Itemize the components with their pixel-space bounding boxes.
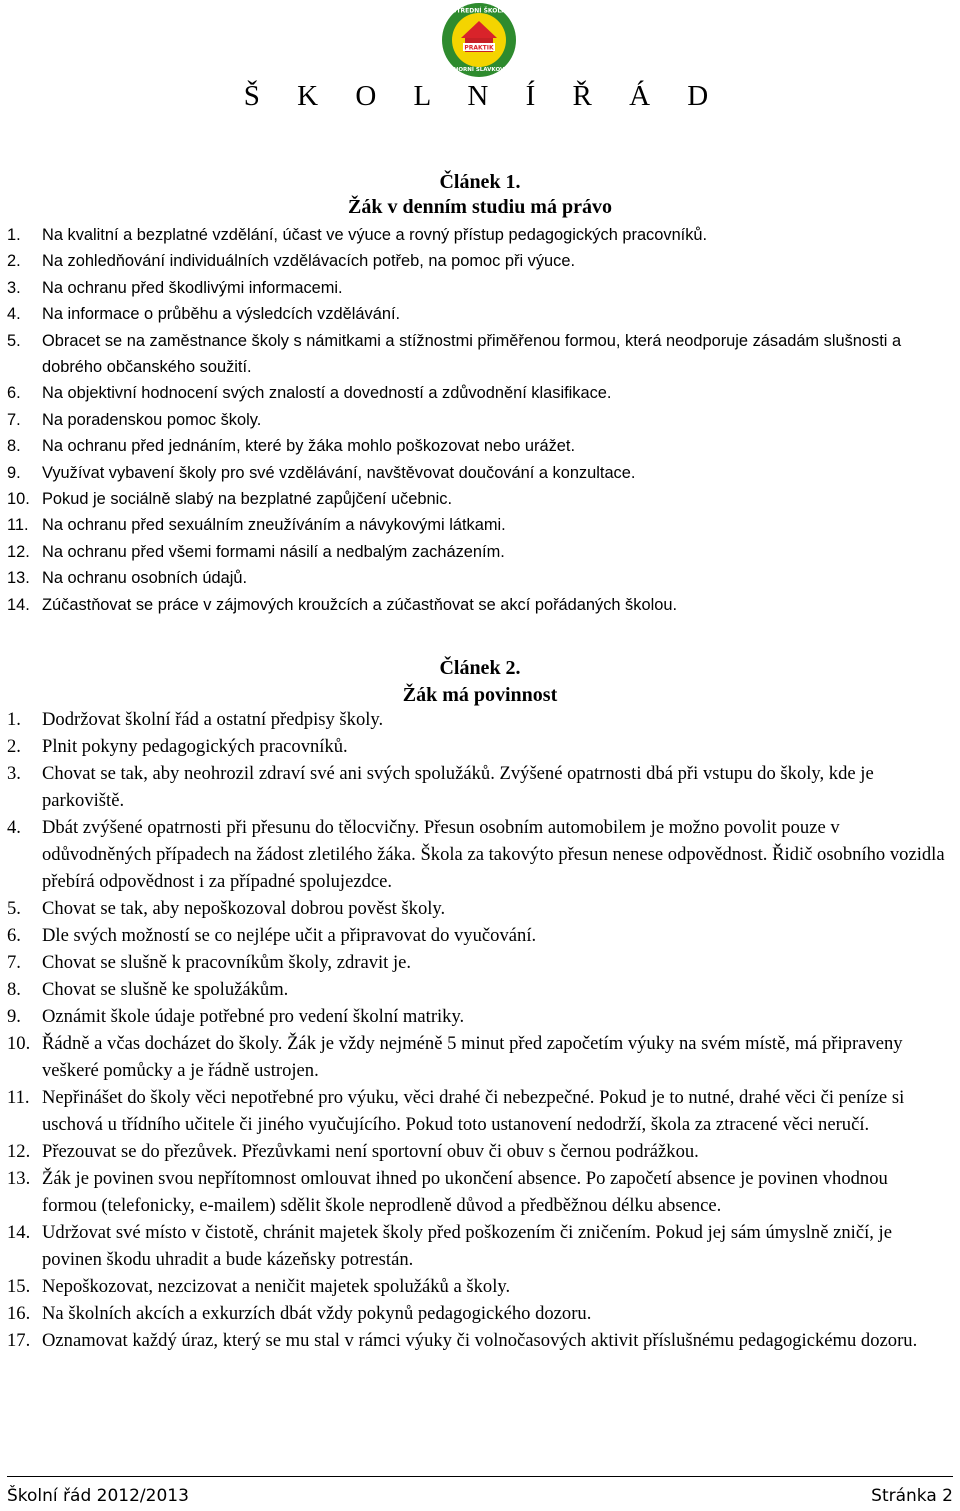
list-item [7,565,947,591]
list-item [7,733,947,760]
list-item-number: 10. [7,490,30,509]
list-item-text: Chovat se slušně k pracovníkům školy, zdravit je. [42,952,412,973]
list-item-number: 14. [7,1222,31,1243]
list-item-text: Zúčastňovat se práce v zájmových kroužcích a zúčastňovat se akcí pořádaných školou. [42,595,677,614]
list-item-number: 5. [7,898,21,919]
list-item-text: Oznámit škole údaje potřebné pro vedení školní matriky. [42,1006,465,1027]
article-2-subheading: Žák má povinnost [402,684,558,706]
list-item [7,895,947,922]
list-item-text: Plnit pokyny pedagogických pracovníků. [42,736,348,757]
list-item [7,380,947,406]
list-item-text: Žák je povinen svou nepřítomnost omlouvat ihned po ukončení absence. Po započetí absence je povinen vhodnou formou (telefonicky, e-mailem) sdělit škole neprodleně důvod a předběžnou délku absence. [42,1168,888,1216]
list-item-number: 1. [7,226,21,244]
list-item [7,592,947,618]
list-item [7,1003,947,1030]
list-item-text: Chovat se tak, aby nepoškozoval dobrou pověst školy. [42,898,446,919]
list-item [7,275,947,301]
list-item-number: 2. [7,252,21,271]
list-item-number: 12. [7,542,30,561]
logo-text-mid: PRAKTIK [464,44,494,52]
list-item-text: Na školních akcích a exkurzích dbát vždy pokynů pedagogického dozoru. [42,1303,592,1324]
list-item-number: 1. [7,709,21,730]
list-item-text: Pokud je sociálně slabý na bezplatné zapůjčení učebnic. [42,490,453,509]
list-item-number: 7. [7,952,21,973]
list-item-text: Oznamovat každý úraz, který se mu stal v rámci výuky či volnočasových aktivit příslušnému pedagogickému dozoru. [42,1330,918,1351]
list-item [7,706,947,733]
list-item-text: Nepoškozovat, nezcizovat a neničit majetek spolužáků a školy. [42,1276,511,1297]
list-item-number: 9. [7,463,21,482]
list-item-number: 6. [7,925,21,946]
list-item [7,814,947,895]
list-item-number: 8. [7,979,21,1000]
list-item [7,1165,947,1219]
list-item-number: 3. [7,763,21,784]
list-item [7,486,947,512]
list-item [7,407,947,433]
logo-text-top: STŘEDNÍ ŠKOLA [452,7,506,15]
list-item-text: Na poradenskou pomoc školy. [42,410,262,429]
list-item-text: Řádně a včas docházet do školy. Žák je vždy nejméně 5 minut před započetím výuky na svém místě, má připraveny veškeré pomůcky a je řádně ustrojen. [42,1033,903,1081]
logo-text-bottom: HORNÍ SLAVKOV [453,67,505,73]
article-1-subheading: Žák v denním studiu má právo [348,196,612,218]
list-item-text: Obracet se na zaměstnance školy s námitkami a stížnostmi přiměřenou formou, která neodporuje zásadám slušnosti a dobrého občanského soužití. [42,331,902,377]
list-item [7,301,947,327]
list-item-text: Nepřinášet do školy věci nepotřebné pro výuku, věci drahé či nebezpečné. Pokud je to nutné, drahé věci či peníze si uschová u třídního učitele či jiného vyučujícího. Pokud toto ustanovení nedodrží, škola za ztracené věci neručí. [42,1087,905,1135]
list-item-number: 12. [7,1141,31,1162]
list-item-number: 6. [7,384,21,403]
list-item-number: 3. [7,278,21,297]
footer-page-number: Stránka 2 [871,1486,953,1506]
list-item-number: 2. [7,736,21,757]
list-item-number: 13. [7,1168,31,1189]
list-item-number: 17. [7,1330,31,1351]
list-item-text: Na ochranu před škodlivými informacemi. [42,278,343,297]
list-item-text: Přezouvat se do přezůvek. Přezůvkami není sportovní obuv či obuv s černou podrážkou. [42,1141,699,1162]
list-item [7,1138,947,1165]
list-item-number: 15. [7,1276,31,1297]
article-1-list [7,222,947,618]
list-item-text: Na objektivní hodnocení svých znalostí a dovedností a zdůvodnění klasifikace. [42,384,612,403]
list-item-text: Udržovat své místo v čistotě, chránit majetek školy před poškozením či zničením. Pokud jej sám úmyslně zničí, je povinen škodu uhradit a bude kázeňsky potrestán. [42,1222,892,1270]
school-logo [441,2,517,78]
list-item [7,1300,947,1327]
list-item [7,949,947,976]
list-item-number: 14. [7,595,30,614]
list-item-text: Na zohledňování individuálních vzdělávacích potřeb, na pomoc při výuce. [42,252,576,271]
list-item-text: Dbát zvýšené opatrnosti při přesunu do tělocvičny. Přesun osobním automobilem je možno povolit pouze v odůvodněných případech na žádost zletilého žáka. Škola za takovýto přesun nenese odpovědnost. Řidič osobního vozidla přebírá odpovědnost i za případné spolujezdce. [42,817,945,892]
footer-document-name: Školní řád 2012/2013 [7,1486,189,1506]
list-item [7,1327,947,1354]
article-2-list [7,706,947,1354]
list-item [7,512,947,538]
list-item-number: 11. [7,516,29,535]
list-item-number: 4. [7,817,21,838]
article-2-heading: Článek 2. [439,657,521,679]
list-item [7,1084,947,1138]
list-item-number: 10. [7,1033,31,1054]
list-item-number: 11. [7,1087,30,1108]
list-item [7,1030,947,1084]
list-item [7,976,947,1003]
list-item [7,248,947,274]
list-item-text: Chovat se tak, aby neohrozil zdraví své ani svých spolužáků. Zvýšené opatrnosti dbá při vstupu do školy, kde je parkoviště. [42,763,874,811]
document-title: Š K O L N Í Ř Á D [243,80,717,112]
list-item [7,1219,947,1273]
article-1-heading: Článek 1. [439,171,521,193]
list-item-text: Dodržovat školní řád a ostatní předpisy školy. [42,709,384,730]
list-item-number: 16. [7,1303,31,1324]
list-item-number: 13. [7,569,30,588]
list-item-text: Na ochranu před jednáním, které by žáka mohlo poškozovat nebo urážet. [42,437,576,456]
list-item [7,922,947,949]
list-item [7,460,947,486]
list-item [7,222,947,248]
list-item-number: 4. [7,305,21,324]
list-item-number: 5. [7,331,21,350]
list-item-text: Na informace o průběhu a výsledcích vzdělávání. [42,305,401,324]
list-item-number: 7. [7,410,21,429]
list-item-text: Na ochranu před sexuálním zneužíváním a návykovými látkami. [42,516,506,535]
list-item-number: 9. [7,1006,21,1027]
list-item-text: Dle svých možností se co nejlépe učit a připravovat do vyučování. [42,925,537,946]
list-item [7,433,947,459]
list-item-text: Na kvalitní a bezplatné vzdělání, účast ve výuce a rovný přístup pedagogických pracovníků. [42,226,708,244]
list-item [7,539,947,565]
list-item-text: Na ochranu osobních údajů. [42,569,248,588]
list-item-text: Využívat vybavení školy pro své vzdělávání, navštěvovat doučování a konzultace. [42,463,636,482]
list-item [7,760,947,814]
list-item-text: Chovat se slušně ke spolužákům. [42,979,289,1000]
list-item-text: Na ochranu před všemi formami násilí a nedbalým zacházením. [42,542,505,561]
list-item [7,1273,947,1300]
footer-divider [7,1476,953,1477]
list-item [7,328,947,381]
list-item-number: 8. [7,437,21,456]
